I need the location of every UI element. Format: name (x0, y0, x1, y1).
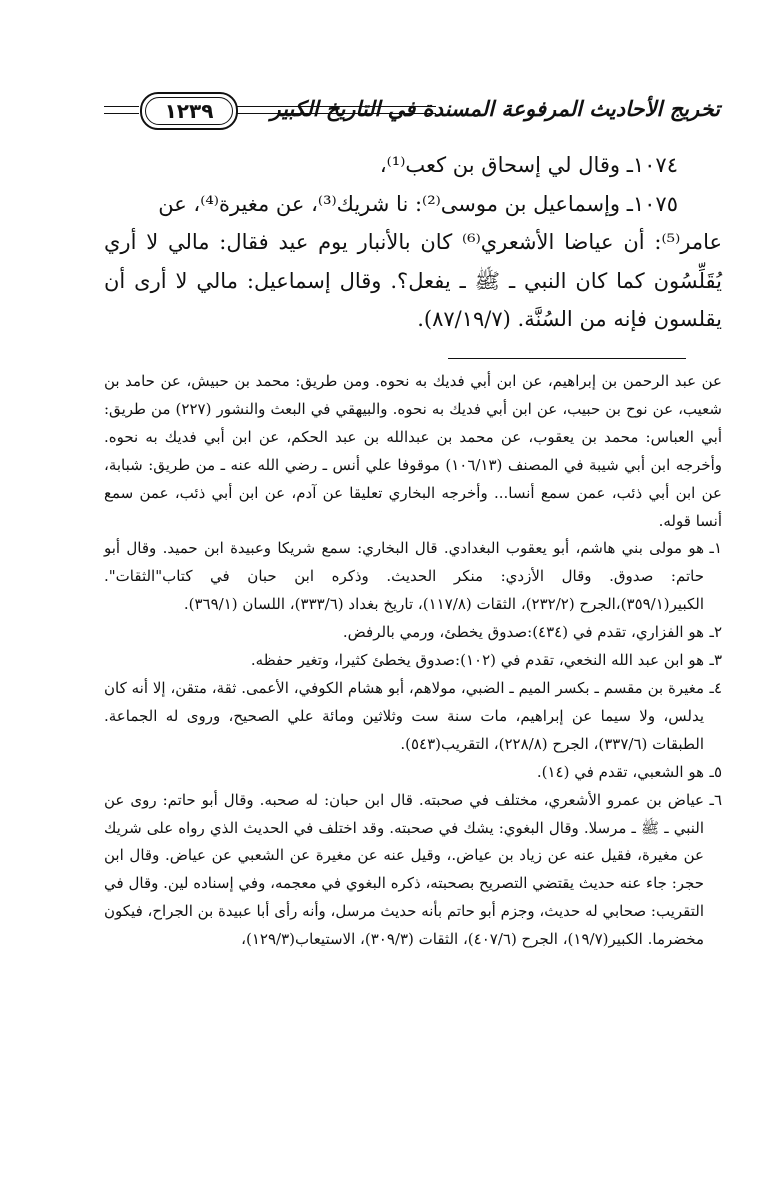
entry-1075 (104, 185, 722, 339)
footnote-number: ٢ـ (709, 623, 722, 642)
page-number: ١٢٣٩ (164, 99, 214, 123)
footnote-text: هو مولى بني هاشم، أبو يعقوب البغدادي. قال البخاري: سمع شريكا وعبيدة ابن حميد. وقال أبو حاتم: صدوق. وقال الأزدي: منكر الحديث. وذكره ابن حبان في كتاب"الثقات". الكبير(٣٥٩/١)،الجرح (٢٣٢/٢)، الثقات (١١٧/٨)، تاريخ بغداد (٣٣٣/٦)، اللسان (٣٦٩/١). (104, 539, 704, 614)
footnote-number: ١ـ (709, 539, 722, 558)
footnote-2 (104, 619, 722, 647)
footnote-number: ٤ـ (709, 678, 722, 697)
footnote-5 (104, 759, 722, 787)
footnote-6 (104, 787, 722, 954)
header-rule (104, 113, 139, 114)
footnote-continuation: عن عبد الرحمن بن إبراهيم، عن ابن أبي فديك به نحوه. ومن طريق: محمد بن حبيش، عن حامد بن شعيب، عن نوح بن حبيب، عن ابن أبي فديك به نحوه. والبيهقي في البعث والنشور (٢٢٧) من طريق: أبي العباس: محمد بن يعقوب، عن محمد بن عبدالله بن عبد الحكم، عن ابن أبي فديك به نحوه. وأخرجه ابن أبي شيبة في المصنف (١٠٦/١٣) موقوفا علي أنس ـ رضي الله عنه ـ من طريق: شبابة، عن ابن أبي ذئب، عمن سمع أنسا... وأخرجه البخاري تعليقا عن آدم، عن ابن أبي ذئب، عمن سمع أنسا قوله. (104, 372, 723, 530)
footnote-text: مغيرة بن مقسم ـ بكسر الميم ـ الضبي، مولاهم، أبو هشام الكوفي، الأعمى. ثقة، متقن، إلا أنه كان يدلس، ولا سيما عن إبراهيم، مات سنة ست وثلاثين ومائة علي الصحيح، وروى له الجماعة. الطبقات (٣٣٧/٦)، الجرح (٢٢٨/٨)، التقريب(٥٤٣). (104, 678, 704, 753)
footnote-number: ٦ـ (709, 790, 722, 809)
footnotes (104, 368, 722, 954)
page-number-badge (140, 92, 238, 130)
footnote-text: عياض بن عمرو الأشعري، مختلف في صحبته. قال ابن حبان: له صحبه. وقال أبو حاتم: روى عن النبي ـ ﷺ ـ مرسلا. وقال البغوي: يشك في صحبته. وقد اختلف في الحديث الذي رواه على شريك عن مغيرة، فقيل عنه عن زياد بن عياض.، وقيل عنه عن مغيرة عن الشعبي عن عياض. وقال ابن حجر: جاء عنه حديث يقتضي التصريح بصحبته، ذكره البغوي في معجمه، وفي إسناده لين. وقال في التقريب: صحابي له حديث، وجزم أبو حاتم بأنه حديث مرسل، وأنه رأى أبا عبيدة بن الجراح، فيكون مخضرما. الكبير(١٩/٧)، الجرح (٤٠٧/٦)، الثقات (٣٠٩/٣)، الاستيعاب(١٢٩/٣)، (104, 790, 704, 949)
entry-1074: ١٠٧٤ـ وقال لي إسحاق بن كعب⁽¹⁾، (379, 153, 678, 177)
footnote-1 (104, 535, 722, 619)
entry-1075-first-line: ١٠٧٥ـ وإسماعيل بن موسى⁽²⁾: نا شريك⁽³⁾، عن مغيرة⁽⁴⁾، عن (158, 191, 678, 216)
footnote-text: هو ابن عبد الله النخعي، تقدم في (١٠٢):صدوق يخطئ كثيرا، وتغير حفظه. (250, 651, 704, 670)
footnote-3 (104, 647, 722, 675)
page-header (104, 92, 720, 138)
running-title: تخريج الأحاديث المرفوعة المسندة في التاريخ الكبير (270, 96, 720, 121)
footnote-number: ٣ـ (709, 651, 722, 670)
footnote-number: ٥ـ (709, 762, 722, 781)
main-text (104, 146, 722, 339)
footnote-4 (104, 675, 722, 759)
header-rule (104, 106, 139, 107)
footnote-separator (448, 358, 686, 359)
footnote-text: هو الشعبي، تقدم في (١٤). (536, 762, 704, 781)
entry-1075-text: عامر⁽⁵⁾: أن عياضا الأشعري⁽⁶⁾ كان بالأنبار يوم عيد فقال: مالي لا أري يُقَلِّسُون كما كان النبي ـ ﷺ ـ يفعل؟. وقال إسماعيل: مالي لا أرى أن يقلسون فإنه من السُنَّة. (٨٧/١٩/٧). (104, 230, 722, 331)
footnote-text: هو الفزاري، تقدم في (٤٣٤):صدوق يخطئ، ورمي بالرفض. (342, 623, 704, 642)
